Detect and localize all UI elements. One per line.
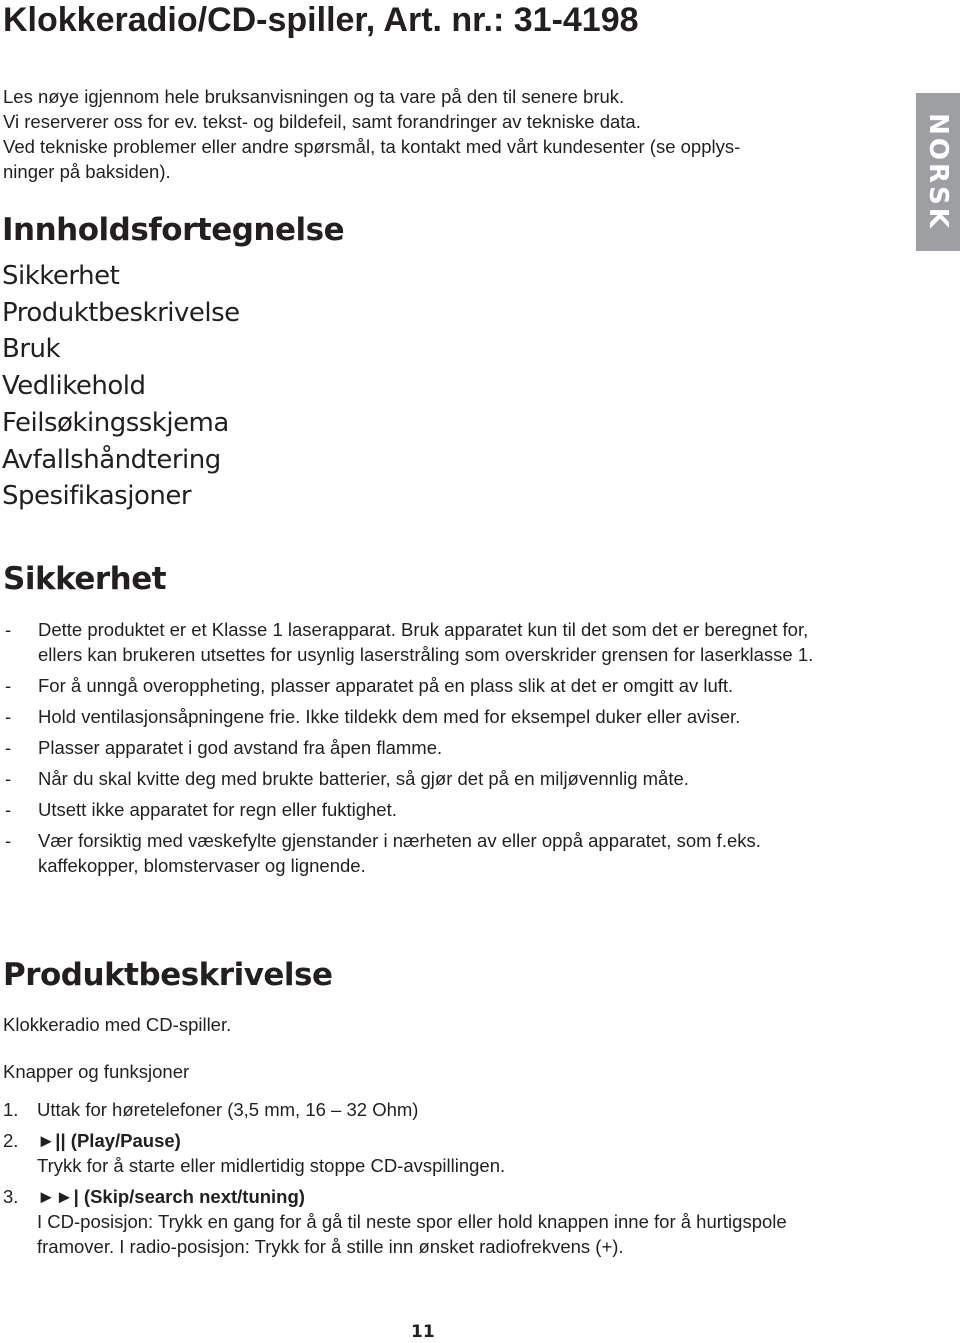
safety-item-text: Dette produktet er et Klasse 1 laserapparat. Bruk apparatet kun til det som det er beregnet for, ellers kan brukeren utsettes for usynlig laserstråling som overskrider grensen for laserklasse 1. <box>38 619 814 665</box>
safety-item <box>5 828 845 878</box>
product-heading: Produktbeskrivelse <box>3 957 333 993</box>
function-title: ►|| (Play/Pause) <box>37 1130 181 1151</box>
safety-item-text: Vær forsiktig med væskefylte gjenstander i nærheten av eller oppå apparatet, som f.eks. kaffekopper, blomstervaser og lignende. <box>38 830 761 876</box>
safety-item-text: Utsett ikke apparatet for regn eller fuktighet. <box>38 799 397 820</box>
safety-item <box>5 617 845 667</box>
safety-item <box>5 704 845 729</box>
intro-line: ninger på baksiden). <box>3 161 171 182</box>
intro-paragraph <box>3 84 823 184</box>
bullet-dash: - <box>5 675 12 696</box>
safety-item-text: Hold ventilasjonsåpningene frie. Ikke tildekk dem med for eksempel duker eller aviser. <box>38 706 741 727</box>
function-text: I CD-posisjon: Trykk en gang for å gå til neste spor eller hold knappen inne for å hurtigspole framover. I radio-posisjon: Trykk for å stille inn ønsket radiofrekvens (+). <box>37 1211 787 1257</box>
toc-heading: Innholdsfortegnelse <box>2 212 345 248</box>
language-tab-label: NORSK <box>923 113 953 231</box>
document-title: Klokkeradio/CD-spiller, Art. nr.: 31-4198 <box>3 1 639 39</box>
toc-item-vedlikehold: Vedlikehold <box>2 371 146 402</box>
safety-heading: Sikkerhet <box>3 561 167 597</box>
toc-item-spesifikasjoner: Spesifikasjoner <box>2 481 192 512</box>
bullet-dash: - <box>5 737 12 758</box>
bullet-dash: - <box>5 619 12 640</box>
bullet-dash: - <box>5 799 12 820</box>
safety-item <box>5 735 845 760</box>
toc-item-feilsokingsskjema: Feilsøkingsskjema <box>2 407 229 438</box>
safety-item <box>5 766 845 791</box>
function-list <box>3 1097 843 1265</box>
safety-item-text: For å unngå overoppheting, plasser apparatet på en plass slik at det er omgitt av luft. <box>38 675 734 696</box>
function-text: Uttak for høretelefoner (3,5 mm, 16 – 32 Ohm) <box>37 1099 419 1120</box>
function-item <box>3 1184 843 1259</box>
bullet-dash: - <box>5 706 12 727</box>
function-text: Trykk for å starte eller midlertidig stoppe CD-avspillingen. <box>37 1155 506 1176</box>
safety-list <box>5 617 845 884</box>
buttons-heading: Knapper og funksjoner <box>3 1061 190 1082</box>
intro-line: Les nøye igjennom hele bruksanvisningen og ta vare på den til senere bruk. <box>3 86 625 107</box>
safety-item <box>5 797 845 822</box>
safety-item-text: Plasser apparatet i god avstand fra åpen flamme. <box>38 737 443 758</box>
intro-line: Vi reserverer oss for ev. tekst- og bildefeil, samt forandringer av tekniske data. <box>3 111 641 132</box>
function-number: 1. <box>3 1099 19 1120</box>
toc-item-avfallshandtering: Avfallshåndtering <box>2 444 221 475</box>
page-number: 11 <box>411 1322 435 1342</box>
intro-line: Ved tekniske problemer eller andre spørsmål, ta kontakt med vårt kundesenter (se opplys- <box>3 136 741 157</box>
table-of-contents <box>2 258 240 515</box>
function-item <box>3 1097 843 1122</box>
function-number: 2. <box>3 1130 19 1151</box>
function-number: 3. <box>3 1186 19 1207</box>
toc-item-produktbeskrivelse: Produktbeskrivelse <box>2 297 240 328</box>
bullet-dash: - <box>5 768 12 789</box>
bullet-dash: - <box>5 830 12 851</box>
safety-item-text: Når du skal kvitte deg med brukte batterier, så gjør det på en miljøvennlig måte. <box>38 768 689 789</box>
toc-item-bruk: Bruk <box>2 334 61 365</box>
function-item <box>3 1128 843 1178</box>
safety-item <box>5 673 845 698</box>
product-subtitle: Klokkeradio med CD-spiller. <box>3 1014 232 1035</box>
toc-item-sikkerhet: Sikkerhet <box>2 261 120 291</box>
language-tab <box>916 93 960 251</box>
function-title: ►►| (Skip/search next/tuning) <box>37 1186 305 1207</box>
